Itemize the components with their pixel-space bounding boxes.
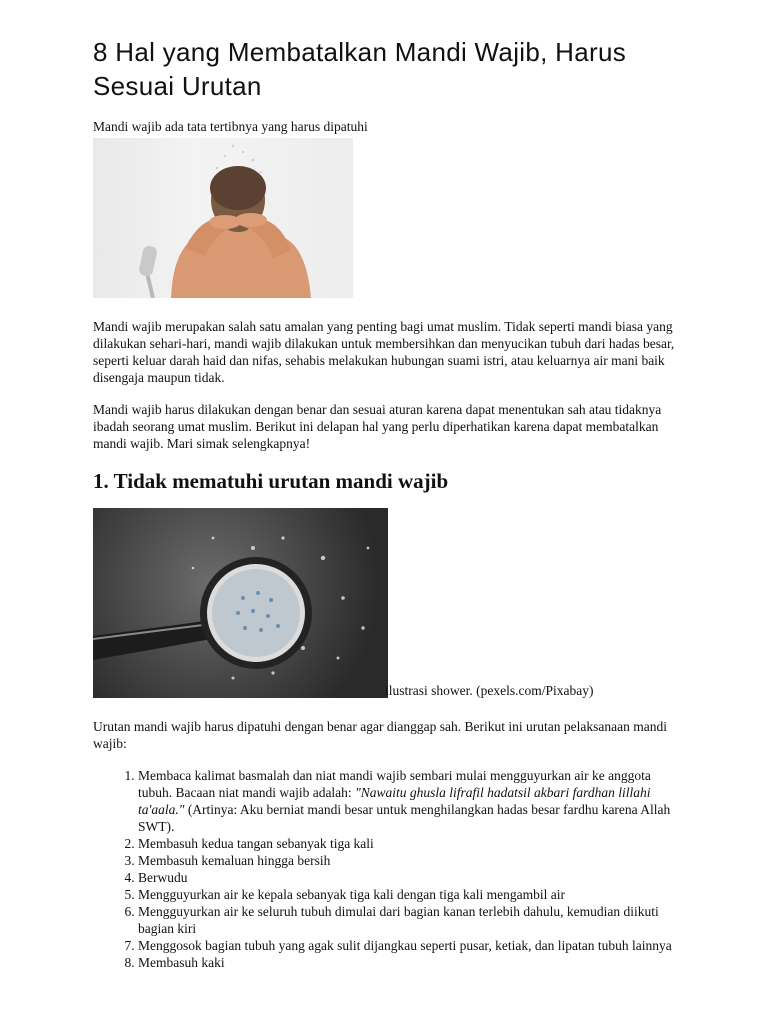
- list-item: [138, 937, 683, 954]
- step-text: Menggosok bagian tubuh yang agak sulit dijangkau seperti pusar, ketiak, dan lipatan tubuh lainnya: [138, 938, 672, 953]
- image-caption: ilustrasi shower. (pexels.com/Pixabay): [385, 683, 594, 698]
- steps-list: [93, 767, 683, 971]
- article-subtitle: Mandi wajib ada tata tertibnya yang harus dipatuhi: [93, 119, 368, 134]
- intro-paragraph-1: Mandi wajib merupakan salah satu amalan yang penting bagi umat muslim. Tidak seperti mandi biasa yang dilakukan sehari-hari, mandi wajib dilakukan untuk membersihkan dan menyucikan tubuh dari hadas besar, seperti keluar darah haid dan nifas, sehabis melakukan hubungan suami istri, atau keluarnya air mani baik disengaja maupun tidak.: [93, 319, 675, 385]
- step-text: Berwudu: [138, 870, 188, 885]
- step-text: Membasuh kemaluan hingga bersih: [138, 853, 331, 868]
- shower-head-illustration: [93, 508, 388, 698]
- step-text: Membasuh kedua tangan sebanyak tiga kali: [138, 836, 374, 851]
- list-item: [138, 886, 683, 903]
- shower-back-illustration: [93, 138, 353, 298]
- step-text: Membaca kalimat basmalah dan niat mandi wajib sembari mulai mengguyurkan air ke anggota tubuh. Bacaan niat mandi wajib adalah:: [138, 768, 651, 800]
- list-item: [138, 903, 683, 937]
- niat-quote: "Nawaitu ghusla lifrafil hadatsil akbari fardhan lillahi ta'aala.": [138, 785, 651, 817]
- section-heading: 1. Tidak mematuhi urutan mandi wajib: [93, 469, 449, 493]
- list-item: [138, 767, 683, 835]
- list-item: [138, 954, 683, 971]
- step-text: Mengguyurkan air ke seluruh tubuh dimulai dari bagian kanan terlebih dahulu, kemudian diikuti bagian kiri: [138, 904, 659, 936]
- list-item: [138, 869, 683, 886]
- step-text: Membasuh kaki: [138, 955, 225, 970]
- steps-intro: Urutan mandi wajib harus dipatuhi dengan benar agar dianggap sah. Berikut ini urutan pelaksanaan mandi wajib:: [93, 719, 667, 751]
- intro-paragraph-2: Mandi wajib harus dilakukan dengan benar dan sesuai aturan karena dapat menentukan sah atau tidaknya ibadah seorang umat muslim. Berikut ini delapan hal yang perlu diperhatikan karena dapat membatalkan mandi wajib. Mari simak selengkapnya!: [93, 402, 662, 451]
- shower-head-photo: [93, 508, 388, 698]
- article-title: 8 Hal yang Membatalkan Mandi Wajib, Harus Sesuai Urutan: [93, 37, 627, 101]
- shower-back-photo: [93, 138, 353, 298]
- list-item: [138, 852, 683, 869]
- step-text: Mengguyurkan air ke kepala sebanyak tiga kali dengan tiga kali mengambil air: [138, 887, 565, 902]
- list-item: [138, 835, 683, 852]
- step-text: (Artinya: Aku berniat mandi besar untuk menghilangkan hadas besar fardhu karena Allah SWT).: [138, 802, 671, 834]
